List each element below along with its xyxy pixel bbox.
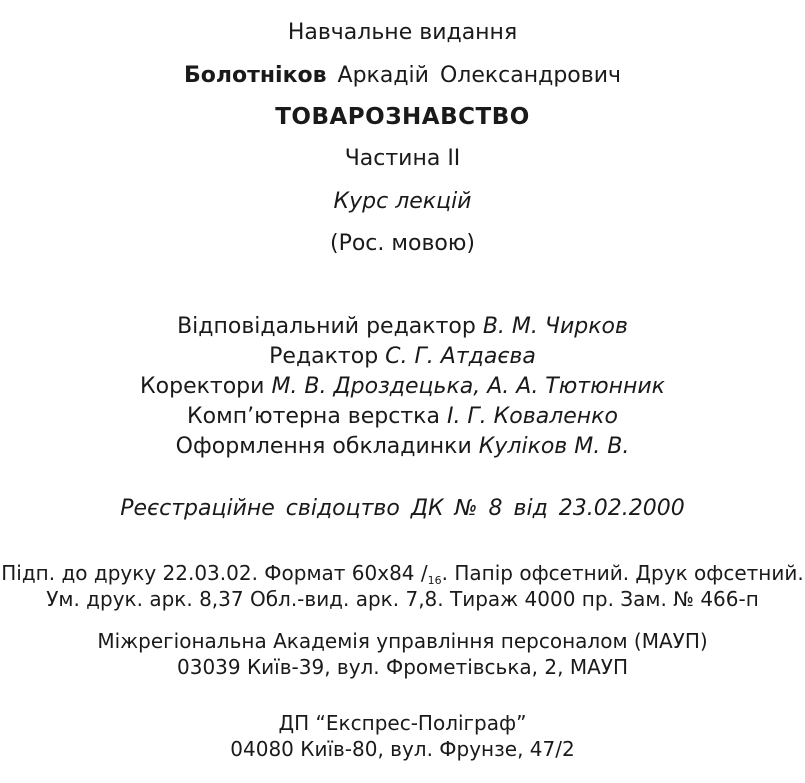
printer-name: ДП “Експрес-Поліграф”	[278, 711, 527, 735]
imprint-text-b: . Папір офсетний. Друк офсетний.	[441, 561, 804, 585]
credit-line	[0, 434, 805, 460]
publisher-address: 03039 Київ-39, вул. Фрометівська, 2, МАУП	[177, 655, 628, 679]
imprint-text-a: Підп. до друку 22.03.02. Формат 60х84 /	[1, 561, 428, 585]
credit-person: І. Г. Коваленко	[446, 404, 618, 429]
credit-role: Коректори	[140, 374, 265, 399]
credit-line	[0, 344, 805, 370]
credit-role: Редактор	[269, 344, 379, 369]
author-line	[0, 63, 805, 89]
credit-role: Оформлення обкладинки	[175, 434, 472, 459]
book-language: (Рос. мовою)	[330, 231, 475, 256]
imprint-line-2: Ум. друк. арк. 8,37 Обл.-вид. арк. 7,8. Тираж 4000 пр. Зам. № 466-п	[46, 587, 759, 611]
author-name: Аркадій Олександрович	[337, 63, 622, 88]
book-part: Частина II	[344, 146, 461, 171]
printer-address: 04080 Київ-80, вул. Фрунзе, 47/2	[230, 737, 575, 761]
credit-person: С. Г. Атдаєва	[385, 344, 536, 369]
book-title: ТОВАРОЗНАВСТВО	[275, 104, 530, 130]
publisher-name: Міжрегіональна Академія управління персоналом (МАУП)	[97, 629, 708, 653]
credit-line	[0, 314, 805, 340]
credit-person: М. В. Дроздецька, А. А. Тютюнник	[271, 374, 665, 399]
edition-type: Навчальне видання	[287, 20, 518, 45]
author-surname: Болотніков	[183, 63, 327, 88]
credit-role: Відповідальний редактор	[177, 314, 476, 339]
credit-role: Комп’ютерна верстка	[187, 404, 440, 429]
registration-certificate: Реєстраційне свідоцтво ДК № 8 від 23.02.2000	[120, 496, 685, 521]
credit-line	[0, 404, 805, 430]
book-genre: Курс лекцій	[333, 189, 472, 214]
credit-person: Куліков М. В.	[478, 434, 630, 459]
imprint-format-sub: 16	[427, 574, 442, 587]
credit-line	[0, 374, 805, 400]
credit-person: В. М. Чирков	[482, 314, 628, 339]
